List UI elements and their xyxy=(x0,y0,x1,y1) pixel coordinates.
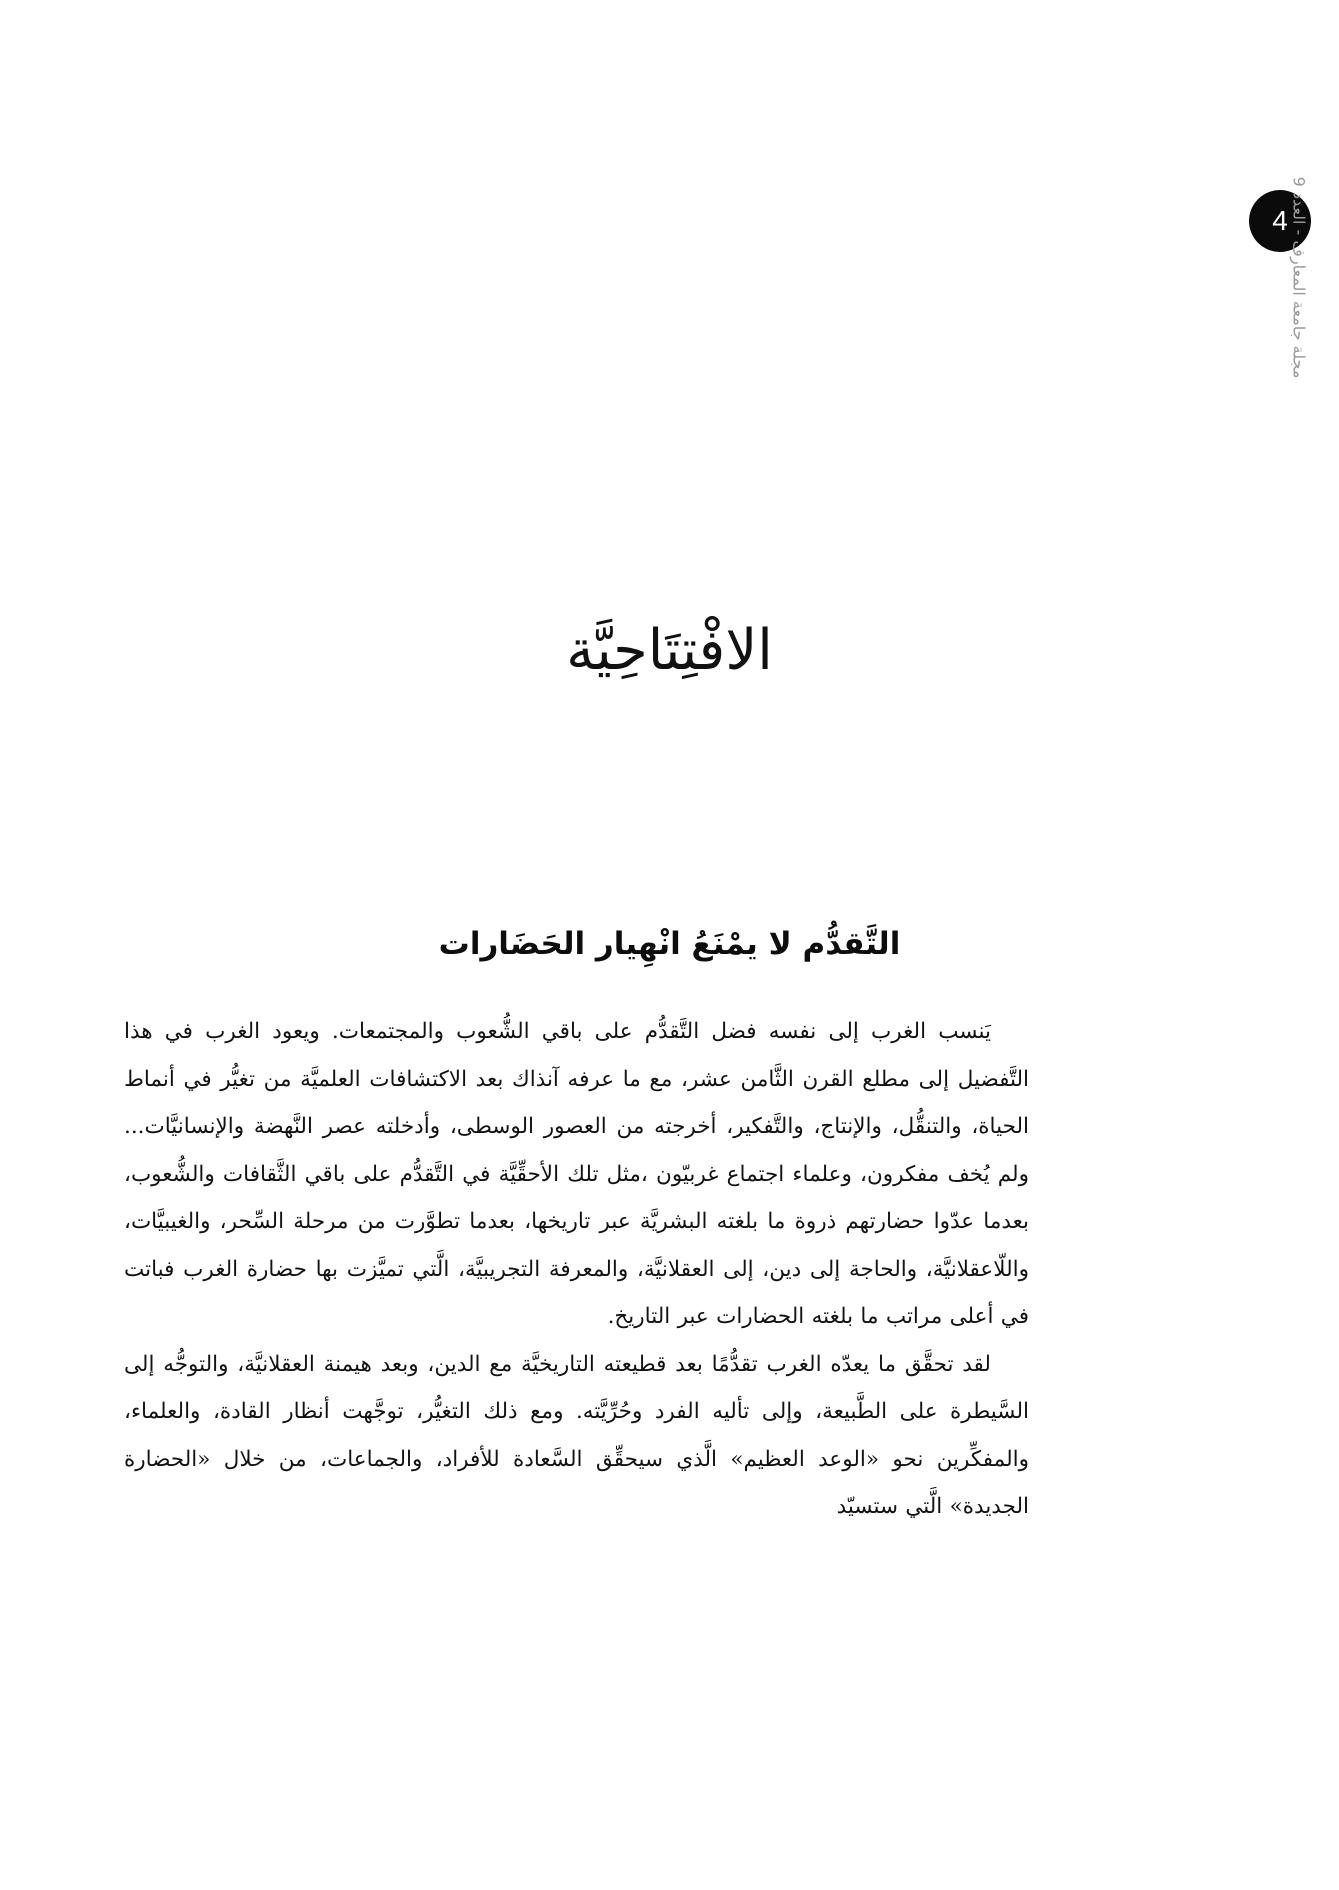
running-head-label: مجلة جامعة المعارف - العدد 9 xyxy=(1289,176,1309,379)
article-body xyxy=(124,1008,1029,1531)
page-title: الافْتِتَاحِيَّة xyxy=(566,617,773,683)
page-number-value: 4 xyxy=(1272,205,1288,236)
article-subtitle: التَّقدُّم لا يمْنَعُ انْهِيار الحَضَارات xyxy=(438,925,901,962)
body-paragraph: يَنسب الغرب إلى نفسه فضل التَّقدُّم على باقي الشُّعوب والمجتمعات. ويعود الغرب في هذا التَّفضيل إلى مطلع القرن الثَّامن عشر، مع ما عرفه آنذاك بعد الاكتشافات العلميَّة من تغيُّر في أنماط الحياة، والتنقُّل، والإنتاج، والتَّفكير، أخرجته من العصور الوسطى، وأدخلته عصر النَّهضة والإنسانيَّات... ولم يُخف مفكرون، وعلماء اجتماع غربيّون ،مثل تلك الأحقِّيَّة في التَّقدُّم على باقي الثَّقافات والشُّعوب، بعدما عدّوا حضارتهم ذروة ما بلغته البشريَّة عبر تاريخها، بعدما تطوَّرت من مرحلة السِّحر، والغيبيَّات، واللّاعقلانيَّة، والحاجة إلى دين، إلى العقلانيَّة، والمعرفة التجريبيَّة، الَّتي تميَّزت بها حضارة الغرب فباتت في أعلى مراتب ما بلغته الحضارات عبر التاريخ. xyxy=(124,1019,1029,1329)
body-paragraph: لقد تحقَّق ما يعدّه الغرب تقدُّمًا بعد قطيعته التاريخيَّة مع الدين، وبعد هيمنة العقلانيَّة، والتوجُّه إلى السَّيطرة على الطَّبيعة، وإلى تأليه الفرد وحُرِّيَّته. ومع ذلك التغيُّر، توجَّهت أنظار القادة، والعلماء، والمفكِّرين نحو «الوعد العظيم» الَّذي سيحقِّق السَّعادة للأفراد، والجماعات، من خلال «الحضارة الجديدة» الَّتي ستسيّد xyxy=(124,1351,1029,1519)
running-head xyxy=(1279,176,1319,608)
